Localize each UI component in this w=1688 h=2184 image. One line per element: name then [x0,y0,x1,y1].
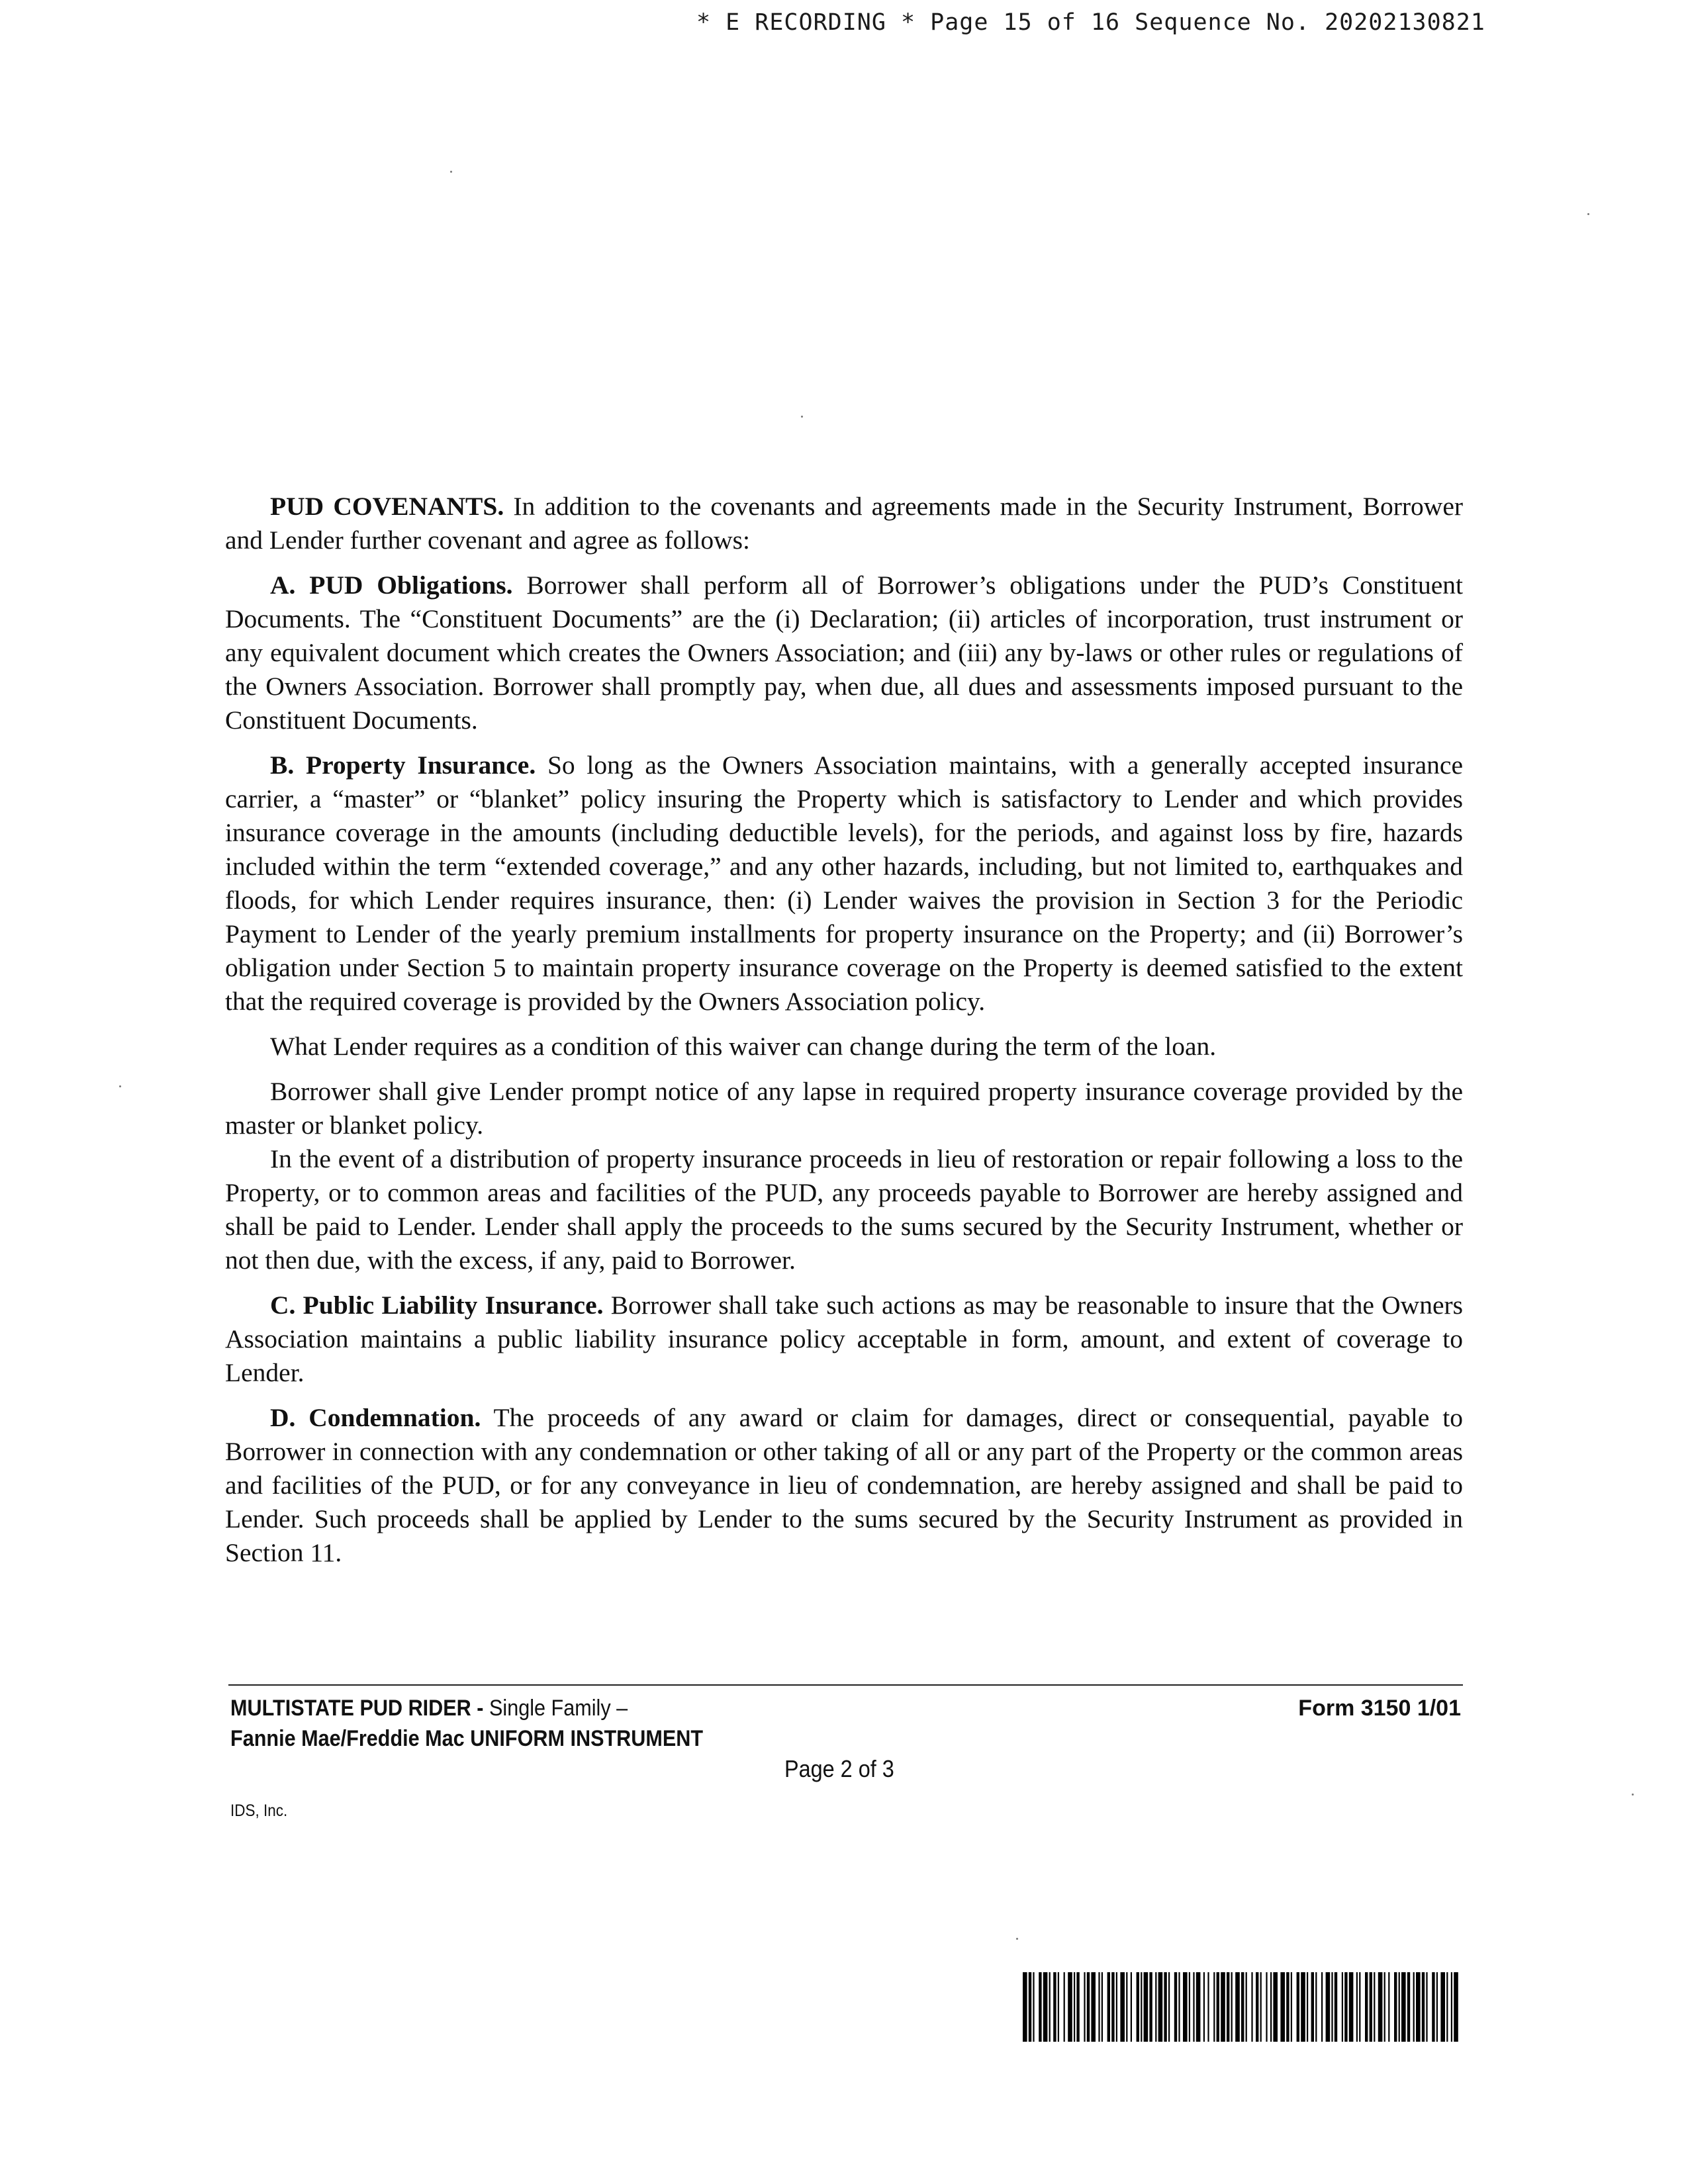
barcode-image [1023,1972,1460,2042]
section-b-paragraph-4: In the event of a distribution of property insurance proceeds in lieu of restoration or repair following a loss to the Property, or to common areas and facilities of the PUD, any proceeds payable to Borrower are hereby assigned and shall be paid to Lender. Lender shall apply the proceeds to the sums secured by the Security Instrument, whether or not then due, with the excess, if any, paid to Borrower. [225,1144,1463,1275]
section-d-text: The proceeds of any award or claim for damages, direct or consequential, payable to Borrower in connection with any condemnation or other taking of all or any part of the Property or the common areas and facilities of the PUD, or for any conveyance in lieu of condemnation, are hereby assigned and shall be paid to Lender. Such proceeds shall be applied by Lender to the sums secured by the Security Instrument as provided in Section 11. [225,1403,1463,1567]
footer-divider [228,1684,1463,1686]
section-b-paragraph [225,749,1463,1019]
section-d-heading: D. Condemnation. [270,1403,481,1432]
recording-stamp: * E RECORDING * Page 15 of 16 Sequence No. 20202130821 [696,9,1485,36]
form-title [230,1693,703,1723]
section-a-paragraph [225,569,1463,737]
scan-speck [1016,1938,1018,1940]
section-b-heading: B. Property Insurance. [270,751,536,780]
intro-heading: PUD COVENANTS. [270,492,504,521]
form-subtitle: Fannie Mae/Freddie Mac UNIFORM INSTRUMENT [230,1726,704,1751]
section-c-text: Borrower shall take such actions as may be reasonable to insure that the Owners Association maintains a public liability insurance policy acceptable in form, amount, and extent of coverage to Lender. [225,1291,1464,1387]
section-b-paragraph-3: Borrower shall give Lender prompt notice of any lapse in required property insurance coverage provided by the master or blanket policy. [225,1077,1463,1140]
section-a-text: Borrower shall perform all of Borrower’s obligations under the PUD’s Constituent Documents. The “Constituent Documents” are the (i) Declaration; (ii) articles of incorporation, trust instrument or any equivalent document which creates the Owners Association; and (iii) any by-laws or other rules or regulations of the Owners Association. Borrower shall promptly pay, when due, all dues and assessments imposed pursuant to the Constituent Documents. [225,570,1463,735]
section-b-text: So long as the Owners Association maintains, with a generally accepted insurance carrier, a “master” or “blanket” policy insuring the Property which is satisfactory to Lender and which provides insurance coverage in the amounts (including deductible levels), for the periods, and against loss by fire, hazards included within the term “extended coverage,” and any other hazards, including, but not limited to, earthquakes and floods, for which Lender requires insurance, then: (i) Lender waives the provision in Section 3 for the Periodic Payment to Lender of the yearly premium installments for property insurance on the Property; and (ii) Borrower’s obligation under Section 5 to maintain property insurance coverage on the Property is deemed satisfied to the extent that the required coverage is provided by the Owners Association policy. [225,751,1463,1016]
document-body [225,490,1463,1581]
section-c-heading: C. Public Liability Insurance. [270,1291,604,1320]
section-a-heading: A. PUD Obligations. [270,570,513,600]
scan-speck [1587,213,1589,215]
vendor-name: IDS, Inc. [230,1801,288,1820]
scan-speck [119,1085,121,1087]
page-number: Page 2 of 3 [784,1755,894,1782]
intro-paragraph [225,490,1463,557]
form-title-block [230,1693,703,1754]
section-d-paragraph [225,1401,1463,1570]
form-title-bold: MULTISTATE PUD RIDER - [230,1696,484,1721]
section-b-paragraph-2: What Lender requires as a condition of this waiver can change during the term of the loan. [270,1032,1217,1061]
intro-text: In addition to the covenants and agreements made in the Security Instrument, Borrower and Lender further covenant and agree as follows: [225,492,1464,555]
form-number: Form 3150 1/01 [1298,1696,1461,1721]
scan-speck [450,171,452,173]
form-title-rest: Single Family – [489,1696,628,1721]
section-c-paragraph [225,1289,1463,1390]
scan-speck [801,416,803,418]
scan-speck [1632,1794,1634,1796]
